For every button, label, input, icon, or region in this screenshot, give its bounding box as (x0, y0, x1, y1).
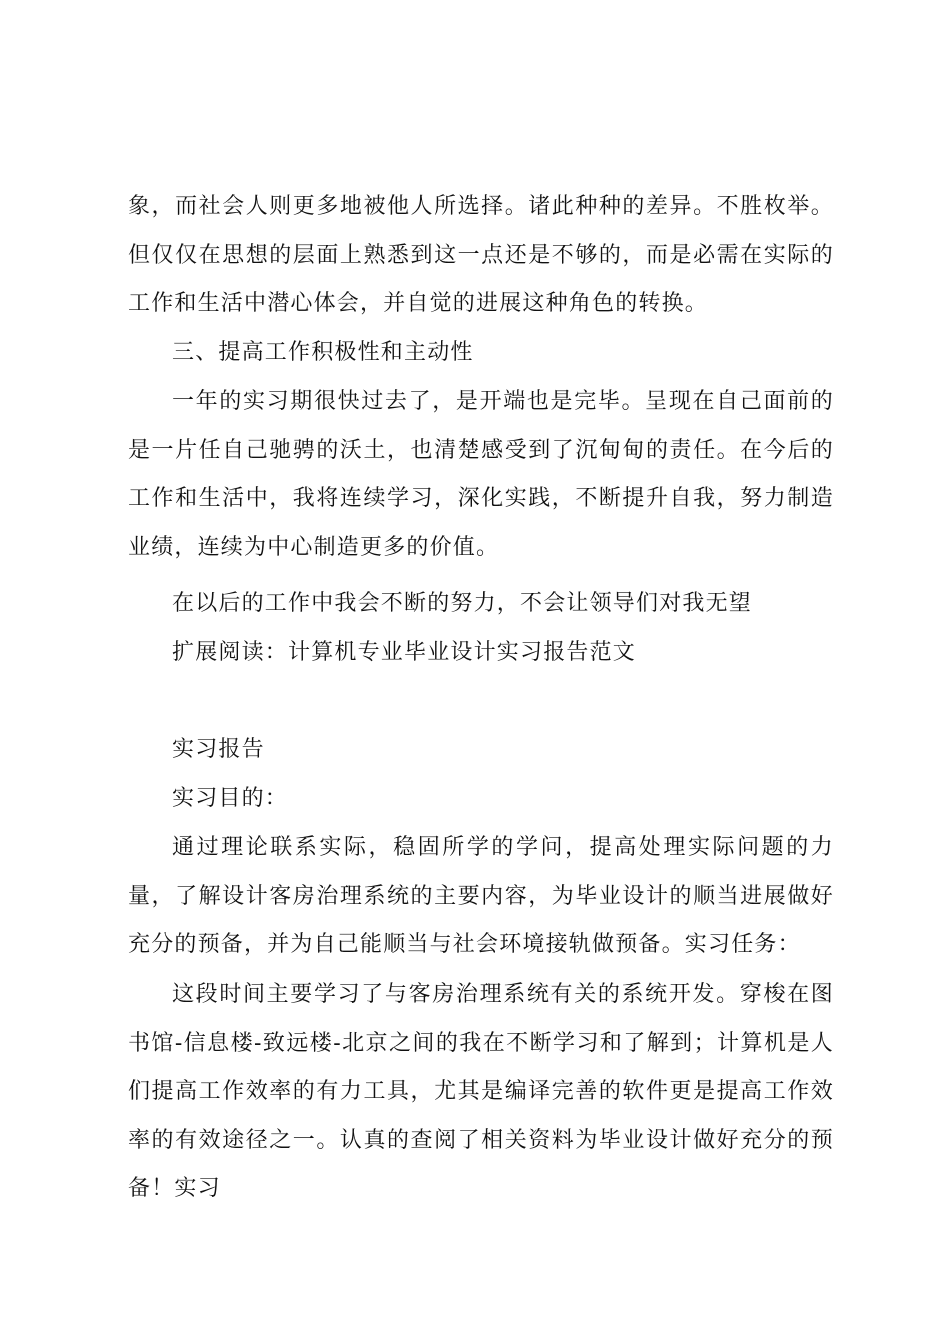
paragraph-internship-year: 一年的实习期很快过去了，是开端也是完毕。呈现在自己面前的是一片任自己驰骋的沃土，也清楚感受到了沉甸甸的责任。在今后的工作和生活中，我将连续学习，深化实践，不断提升自我，努力制造业绩，连续为中心制造更多的价值。 (128, 389, 834, 560)
purpose-heading: 实习目的： (172, 786, 289, 811)
section-heading-3: 三、提高工作积极性和主动性 (172, 340, 474, 365)
paragraph-future-effort: 在以后的工作中我会不断的努力，不会让领导们对我无望 (172, 591, 753, 616)
extended-reading-line: 扩展阅读：计算机专业毕业设计实习报告范文 (172, 640, 637, 665)
report-title: 实习报告 (172, 737, 265, 762)
paragraph-purpose: 通过理论联系实际，稳固所学的学问，提高处理实际问题的力量，了解设计客房治理系统的主要内容，为毕业设计的顺当进展做好充分的预备，并为自己能顺当与社会环境接轨做预备。实习任务： (128, 835, 834, 957)
paragraph-tasks: 这段时间主要学习了与客房治理系统有关的系统开发。穿梭在图书馆-信息楼-致远楼-北京之间的我在不断学习和了解到；计算机是人们提高工作效率的有力工具，尤其是编译完善的软件更是提高工作效率的有效途径之一。认真的查阅了相关资料为毕业设计做好充分的预备！实习 (128, 982, 834, 1201)
paragraph-role-change: 象，而社会人则更多地被他人所选择。诸此种种的差异。不胜枚举。但仅仅在思想的层面上熟悉到这一点还是不够的，而是必需在实际的工作和生活中潜心体会，并自觉的进展这种角色的转换。 (128, 194, 834, 316)
